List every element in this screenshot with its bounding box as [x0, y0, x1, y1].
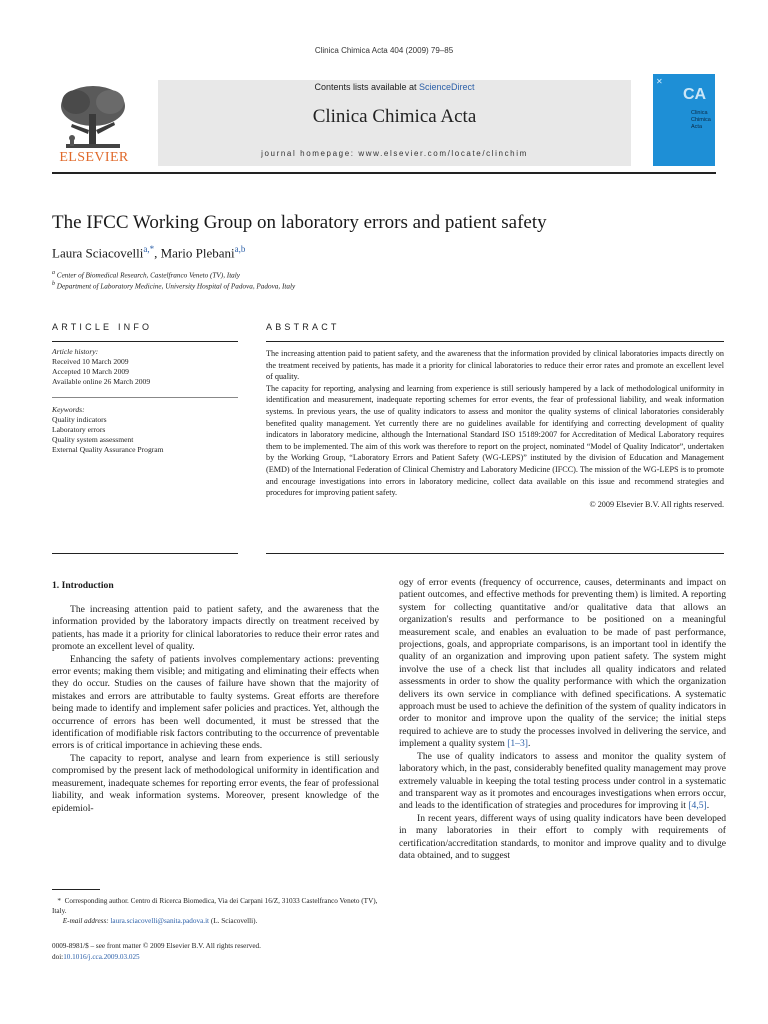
history-item: Accepted 10 March 2009 — [52, 367, 129, 376]
citation-link[interactable]: [1–3] — [507, 738, 528, 750]
abstract-body — [266, 348, 724, 510]
body-paragraph: Enhancing the safety of patients involves complementary actions: preventing error events; making them visible; and mitigating and eliminating their effects when they do occur. Studies on the causes of failure have shown that the majority of mistakes and errors are attributable to faulty systems. Great efforts are therefore being made to identify and implement safer policies and practices. Yet, although the occurrence of errors has been well documented, it must be stressed that the identification of modifiable risk factors contributing to the occurrence of preventable errors is of critical importance in achieving these ends. — [52, 653, 379, 752]
divider — [52, 553, 238, 554]
body-paragraph: The capacity to report, analyse and learn from experience is still seriously compromised by the present lack of methodological uniformity in identification and measurement, inadequate schemes for reporting error events, the fear of professional liability, and weak information systems. Moreover, present knowledge of the epidemiol- — [52, 752, 379, 814]
footnote-mark: * — [57, 897, 61, 905]
keyword: Laboratory errors — [52, 425, 106, 434]
journal-homepage — [158, 149, 631, 158]
issn-line: 0009-8981/$ – see front matter © 2009 Elsevier B.V. All rights reserved. — [52, 942, 261, 950]
corresponding-text: Corresponding author. Centro di Ricerca Biomedica, Via dei Carpani 16/Z, 31033 Castelfranco Veneto (TV), Italy. — [52, 897, 378, 915]
body-column-left — [52, 604, 379, 815]
affil-mark: a — [52, 270, 55, 276]
cover-title: Clinica Chimica Acta — [691, 110, 711, 130]
author-name: Laura Sciacovelli — [52, 245, 144, 261]
doi-link[interactable]: 10.1016/j.cca.2009.03.025 — [63, 953, 140, 961]
affiliation-a — [52, 270, 240, 279]
section-heading: 1. Introduction — [52, 580, 114, 591]
keyword: Quality indicators — [52, 415, 107, 424]
keywords — [52, 405, 238, 455]
history-item: Received 10 March 2009 — [52, 357, 129, 366]
body-paragraph: In recent years, different ways of using quality indicators have been developed in many laboratories in their effort to comply with requirements of certification/accreditation standards, to monitor and improve quality and to divulge data obtained, and to suggest — [399, 812, 726, 861]
author-separator: , — [154, 245, 161, 261]
affil-text: Department of Laboratory Medicine, University Hospital of Padova, Padova, Italy — [56, 282, 296, 291]
homepage-prefix: journal homepage: — [261, 149, 359, 158]
email-name: (L. Sciacovelli). — [210, 917, 258, 925]
doi-label: doi: — [52, 953, 64, 961]
article-history — [52, 347, 238, 387]
divider — [52, 397, 238, 398]
body-paragraph — [399, 751, 726, 813]
body-paragraph: The increasing attention paid to patient safety, and the awareness that the information provided by the laboratory impacts directly on treatment received by patients, has made it a priority for clinical laboratories to reduce their error rates and promote an excellent level of quality. — [52, 604, 379, 653]
running-head: Clinica Chimica Acta 404 (2009) 79–85 — [314, 46, 454, 55]
abstract-heading: ABSTRACT — [266, 322, 340, 332]
sciencedirect-link[interactable]: ScienceDirect — [419, 82, 475, 92]
author-list — [52, 244, 245, 261]
copyright: © 2009 Elsevier B.V. All rights reserved. — [589, 499, 724, 509]
cover-corner-icon: ✕ — [656, 77, 663, 86]
body-paragraph — [399, 577, 726, 751]
email-note — [52, 916, 382, 926]
history-item: Available online 26 March 2009 — [52, 377, 151, 386]
divider — [266, 341, 724, 342]
doi-line — [52, 952, 261, 963]
author-affil-mark[interactable]: a,* — [143, 244, 155, 254]
keyword: External Quality Assurance Program — [52, 445, 164, 454]
journal-title: Clinica Chimica Acta — [312, 106, 477, 127]
citation-link[interactable]: [4,5] — [688, 800, 707, 812]
contents-line — [158, 82, 631, 92]
masthead-rule — [52, 172, 716, 174]
cover-logo: CA — [683, 86, 707, 103]
corresponding-author-note — [52, 896, 382, 916]
affil-mark: b — [52, 281, 55, 287]
keyword: Quality system assessment — [52, 435, 134, 444]
footnote-rule — [52, 889, 100, 890]
paragraph-end: . — [527, 738, 531, 750]
paragraph-text: ogy of error events (frequency of occurrence, causes, determinants and impact on patient outcomes, and effective methods for preventing them) is limited. A reporting system for collecting quantitative and/or qualitative data that allows an organization's results and performance to be positioned on a meaningful measurement scale, and enables an evaluation to be made of past performance, projections, goals, and appropriate comparisons, is an important tool in identify the quality of an organization and improving upon patient safety. The system might involve the use of a check list that includes all quality indicators and related assessments in order to show the quality performance with which the organization delivers its own service in compliance with defined specifications. A systematic approach must be used to achieve the definition of the system of quality indicators in order to monitor and improve upon the quality of the service; the initial steps required to achieve are to study the processes involved in delivering the service, and implement a quality system — [399, 577, 726, 750]
history-label: Article history: — [52, 347, 99, 356]
affil-text: Center of Biomedical Research, Castelfranco Veneto (TV), Italy — [56, 271, 240, 280]
keywords-label: Keywords: — [52, 405, 85, 414]
affiliation-b — [52, 281, 295, 290]
homepage-url[interactable]: www.elsevier.com/locate/clinchim — [358, 149, 528, 158]
front-matter-notes — [52, 941, 261, 963]
body-column-right — [399, 577, 726, 862]
author-name: Mario Plebani — [160, 245, 235, 261]
article-info-heading: ARTICLE INFO — [52, 322, 153, 332]
paragraph-end: . — [706, 800, 710, 812]
author-affil-mark[interactable]: a,b — [234, 244, 246, 254]
abstract-paragraph: The increasing attention paid to patient safety, and the awareness that the information provided by clinical laboratories impacts directly on the treatment received by patients, has made it a priority for clinical laboratories to reduce their error rates and promote an excellent level of quality. — [266, 349, 724, 382]
footnote — [52, 896, 382, 926]
email-link[interactable]: laura.sciacovelli@sanita.padova.it — [110, 917, 210, 925]
contents-prefix: Contents lists available at — [314, 82, 420, 92]
publisher-name: ELSEVIER — [59, 150, 129, 165]
paragraph-text: The use of quality indicators to assess and monitor the quality system of laboratory which, in the past, considerably benefited quality management may prove extremely valuable in keeping the total testing process under control in a systematic and transparent way as it promotes and encourages investigations when errors occur, and leads to the identification of strategies and procedures for improving it — [399, 750, 726, 812]
email-label: E-mail address: — [62, 917, 109, 925]
article-title: The IFCC Working Group on laboratory errors and patient safety — [52, 212, 547, 233]
divider — [266, 553, 724, 554]
divider — [52, 341, 238, 342]
abstract-paragraph: The capacity for reporting, analysing and learning from experience is still seriously hampered by a lack of methodological uniformity in identification and measurement, inadequate reporting schemes for error events, the fear of professional liability, and weak information systems. In previous years, the use of quality indicators to assess and monitor the quality systems of clinical laboratories considerably benefited quality management. Yet currently there are no guidelines available for identifying and correcting development of quality indicators in laboratory medicine, although the International Standard ISO 15189:2007 for Accreditation of Medical Laboratory requires them to be implemented. The aim of this work was therefore to report on the project, nominated “Model of Quality Indicator”, undertaken by the Working Group, “Laboratory Errors and Patient Safety (WG-LEPS)” instituted by the division of Education and Management (EMD) of the International Federation of Clinical Chemistry and Laboratory Medicine (IFCC). The mission of the WG-LEPS is to promote and encourage investigations into errors in laboratory medicine, collect data available on this issue and recommend strategies and procedures for improving patient safety. — [266, 383, 724, 498]
